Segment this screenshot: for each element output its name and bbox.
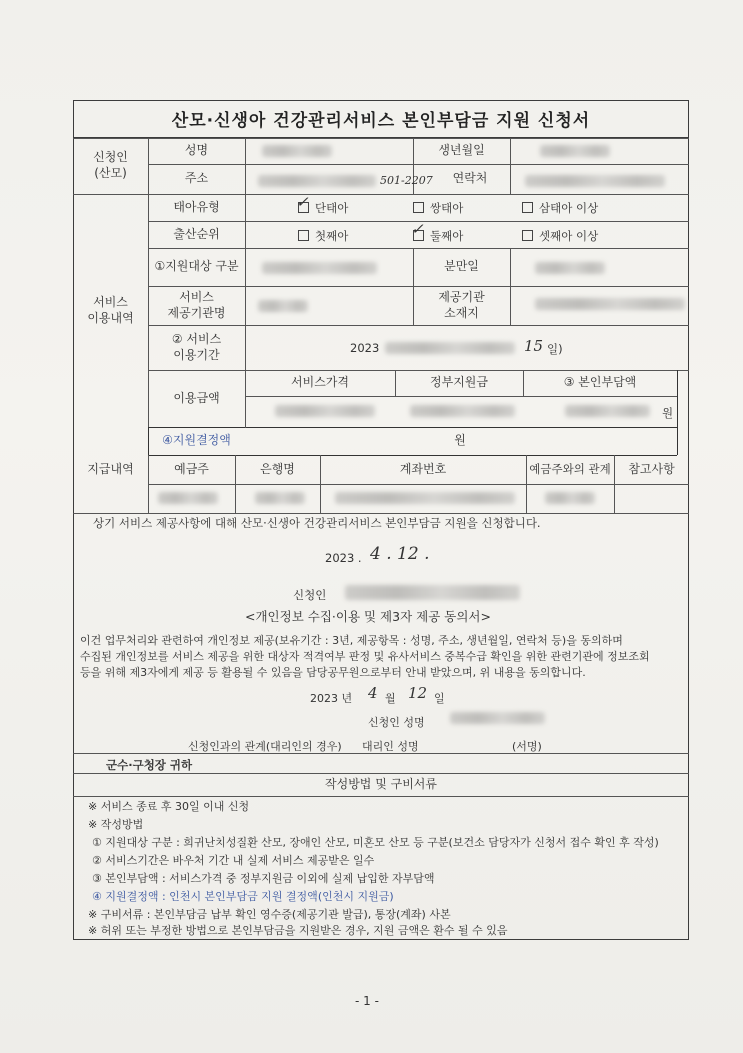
consent-line: 등을 위해 제3자에게 제공 등 활용될 수 있음을 담당공무원으로부터 안내 받았으며, 위 내용을 동의합니다. bbox=[80, 666, 586, 679]
fetus-option-triplet[interactable]: 삼태아 이상 bbox=[522, 200, 598, 216]
name-label: 성명 bbox=[184, 143, 209, 158]
note-line: ④ 지원결정액 : 인천시 본인부담금 지원 결정액(인천시 지원금) bbox=[92, 890, 394, 903]
consent-day-handwritten: 12 bbox=[408, 684, 428, 702]
period-day-suffix: 일) bbox=[547, 342, 563, 356]
proxy-relation-label: 신청인과의 관계(대리인의 경우) bbox=[188, 740, 342, 753]
redacted-provider-location bbox=[535, 298, 685, 310]
redacted-contact bbox=[525, 175, 665, 187]
consent-month-label: 월 bbox=[385, 692, 396, 705]
note-line: ③ 본인부담액 : 서비스가격 중 정부지원금 이외에 실제 납입한 자부담액 bbox=[92, 872, 435, 885]
fetus-option-twin[interactable]: 쌍태아 bbox=[413, 200, 463, 216]
col-line bbox=[677, 370, 678, 455]
consent-title: <개인정보 수집·이용 및 제3자 제공 동의서> bbox=[245, 609, 491, 624]
redacted-provider-name bbox=[258, 300, 308, 312]
redacted-depositor bbox=[158, 492, 218, 504]
col-line bbox=[510, 138, 511, 194]
consent-line: 이건 업무처리와 관련하여 개인정보 제공(보유기간 : 3년, 제공항목 : 성명, 주소, 생년월일, 연락처 등)을 동의하며 bbox=[80, 634, 623, 647]
redacted-relation bbox=[545, 492, 595, 504]
addressee: 군수·구청장 귀하 bbox=[106, 758, 193, 772]
payment-section-label: 지급내역 bbox=[87, 462, 134, 477]
proxy-name-label: 대리인 성명 bbox=[362, 740, 419, 753]
service-section-label: 서비스 이용내역 bbox=[87, 294, 134, 325]
consent-sign-label: 신청인 성명 bbox=[368, 716, 425, 729]
applicant-section-label: 신청인 (산모) bbox=[93, 150, 128, 180]
page-number: - 1 - bbox=[355, 994, 379, 1008]
form-title: 산모·신생아 건강관리서비스 본인부담금 지원 신청서 bbox=[73, 100, 689, 138]
redacted-period bbox=[385, 342, 515, 354]
applicant-sign-label: 신청인 bbox=[293, 588, 327, 602]
decision-won: 원 bbox=[454, 433, 466, 448]
redacted-delivery-date bbox=[535, 262, 605, 274]
period-day-handwritten: 15 bbox=[524, 337, 544, 355]
delivery-date-label: 분만일 bbox=[444, 259, 479, 274]
account-label: 계좌번호 bbox=[399, 461, 447, 476]
note-line: ② 서비스기간은 바우처 기간 내 실제 서비스 제공받은 일수 bbox=[92, 854, 375, 867]
note-line: ※ 작성방법 bbox=[88, 818, 144, 831]
consent-day-label: 일 bbox=[434, 692, 445, 705]
redacted-address bbox=[258, 175, 376, 187]
consent-month-handwritten: 4 bbox=[368, 684, 378, 702]
apply-date-handwritten: 4 . 12 . bbox=[370, 544, 430, 564]
depositor-label: 예금주 bbox=[174, 461, 209, 476]
decision-label: ④지원결정액 bbox=[162, 433, 231, 448]
consent-year: 2023 년 bbox=[310, 692, 353, 705]
birth-order-second[interactable]: 둘째아 bbox=[413, 228, 463, 244]
row-line bbox=[73, 796, 689, 797]
relation-label: 예금주와의 관계 bbox=[529, 462, 611, 477]
row-line bbox=[148, 484, 689, 485]
note-label: 참고사항 bbox=[628, 461, 675, 476]
checkbox-icon bbox=[522, 202, 533, 213]
redacted-applicant-sign bbox=[345, 585, 520, 600]
contact-label: 연락처 bbox=[452, 171, 488, 186]
service-price-label: 서비스가격 bbox=[291, 375, 349, 390]
support-type-label: ①지원대상 구분 bbox=[154, 259, 239, 274]
apply-date-year: 2023 . bbox=[325, 551, 362, 565]
method-title: 작성방법 및 구비서류 bbox=[325, 776, 437, 791]
provider-location-label: 제공기관 소재지 bbox=[438, 289, 485, 320]
note-line: ① 지원대상 구분 : 희귀난치성질환 산모, 장애인 산모, 미혼모 산모 등 구분(보건소 담당자가 신청서 접수 확인 후 작성) bbox=[92, 836, 659, 849]
redacted-birth bbox=[540, 145, 610, 157]
note-line: ※ 서비스 종료 후 30일 이내 신청 bbox=[88, 800, 250, 813]
self-pay-label: ③ 본인부담액 bbox=[563, 375, 637, 390]
checkbox-icon bbox=[413, 202, 424, 213]
fetus-type-label: 태아유형 bbox=[173, 199, 220, 214]
redacted-gov-support bbox=[410, 405, 515, 417]
provider-name-label: 서비스 제공기관명 bbox=[167, 289, 226, 320]
redacted-name bbox=[262, 145, 332, 157]
consent-line: 수집된 개인정보를 서비스 제공을 위한 대상자 적격여부 판정 및 유사서비스 중복수급 확인을 위한 관련기관에 정보조회 bbox=[80, 650, 650, 663]
period-year: 2023 bbox=[350, 341, 380, 355]
redacted-consent-sign bbox=[450, 712, 545, 724]
check-mark-icon: ✓ bbox=[296, 193, 309, 211]
col-line bbox=[510, 248, 511, 325]
redacted-bank bbox=[255, 492, 305, 504]
address-handwritten: 501-2207 bbox=[380, 174, 433, 187]
note-line: ※ 구비서류 : 본인부담금 납부 확인 영수증(제공기관 발급), 통장(계좌) 사본 bbox=[88, 908, 451, 921]
gov-support-label: 정부지원금 bbox=[430, 375, 488, 390]
self-pay-won: 원 bbox=[662, 406, 674, 420]
redacted-support-type bbox=[262, 262, 377, 274]
period-label: ② 서비스 이용기간 bbox=[171, 331, 222, 362]
amount-label: 이용금액 bbox=[173, 390, 220, 405]
fetus-option-single[interactable]: 단태아 bbox=[298, 200, 348, 216]
check-mark-icon: ✓ bbox=[411, 220, 424, 238]
birth-order-label: 출산순위 bbox=[173, 226, 220, 241]
proxy-sign-label: (서명) bbox=[512, 740, 542, 753]
row-line bbox=[73, 513, 689, 514]
redacted-self-pay bbox=[565, 405, 650, 417]
checkbox-icon bbox=[298, 230, 309, 241]
birth-order-third[interactable]: 셋째아 이상 bbox=[522, 228, 598, 244]
redacted-account bbox=[335, 492, 515, 504]
apply-statement: 상기 서비스 제공사항에 대해 산모·신생아 건강관리서비스 본인부담금 지원을 신청합니다. bbox=[93, 516, 541, 530]
note-line: ※ 허위 또는 부정한 방법으로 본인부담금을 지원받은 경우, 지원 금액은 환수 될 수 있음 bbox=[88, 924, 508, 937]
row-line bbox=[245, 396, 677, 397]
redacted-service-price bbox=[275, 405, 375, 417]
checkbox-icon bbox=[522, 230, 533, 241]
birth-order-first[interactable]: 첫째아 bbox=[298, 228, 348, 244]
address-label: 주소 bbox=[184, 171, 209, 186]
birth-label: 생년월일 bbox=[438, 143, 485, 158]
bank-label: 은행명 bbox=[260, 461, 295, 476]
